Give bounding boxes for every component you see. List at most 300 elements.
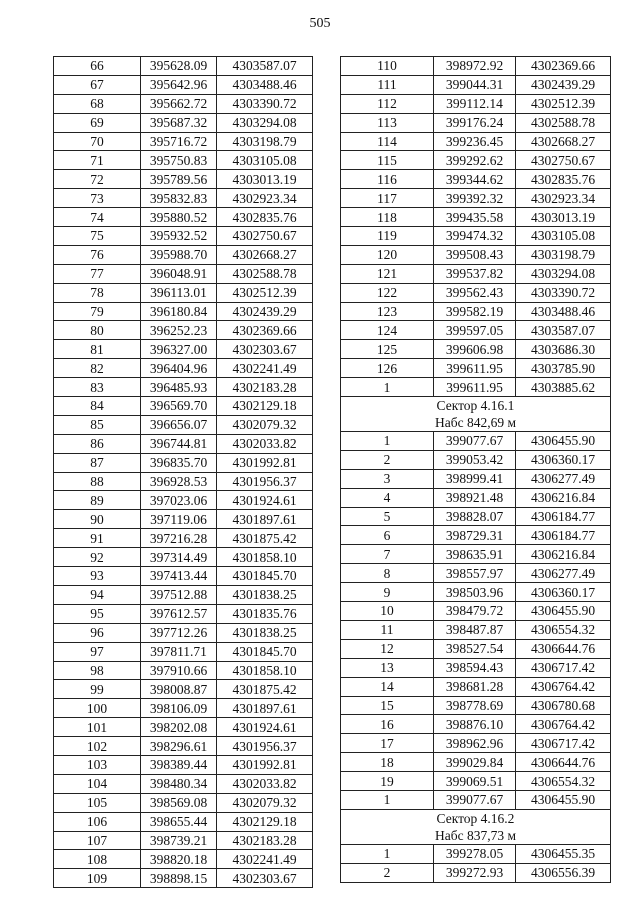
sector-header-row	[341, 809, 611, 844]
x-coordinate-cell: 396928.53	[141, 472, 217, 491]
point-number-cell: 67	[54, 75, 141, 94]
x-coordinate-cell: 399069.51	[434, 772, 516, 791]
table-row	[54, 642, 313, 661]
table-row	[54, 585, 313, 604]
point-number-cell: 11	[341, 620, 434, 639]
y-coordinate-cell: 4306455.90	[516, 602, 611, 621]
point-number-cell: 107	[54, 831, 141, 850]
y-coordinate-cell: 4301924.61	[217, 491, 313, 510]
x-coordinate-cell: 399435.58	[434, 208, 516, 227]
point-number-cell: 109	[54, 869, 141, 888]
table-row	[54, 359, 313, 378]
sector-title: Сектор 4.16.1	[436, 398, 515, 414]
y-coordinate-cell: 4302588.78	[516, 113, 611, 132]
x-coordinate-cell: 399278.05	[434, 844, 516, 863]
table-row	[54, 774, 313, 793]
x-coordinate-cell: 399077.67	[434, 790, 516, 809]
point-number-cell: 7	[341, 545, 434, 564]
point-number-cell: 96	[54, 623, 141, 642]
y-coordinate-cell: 4301956.37	[217, 472, 313, 491]
x-coordinate-cell: 395832.83	[141, 189, 217, 208]
point-number-cell: 122	[341, 283, 434, 302]
x-coordinate-cell: 399292.62	[434, 151, 516, 170]
y-coordinate-cell: 4303013.19	[217, 170, 313, 189]
x-coordinate-cell: 395662.72	[141, 94, 217, 113]
x-coordinate-cell: 397413.44	[141, 567, 217, 586]
x-coordinate-cell: 398480.34	[141, 774, 217, 793]
point-number-cell: 105	[54, 793, 141, 812]
table-row	[341, 378, 611, 397]
x-coordinate-cell: 399077.67	[434, 432, 516, 451]
point-number-cell: 99	[54, 680, 141, 699]
point-number-cell: 111	[341, 75, 434, 94]
point-number-cell: 91	[54, 529, 141, 548]
y-coordinate-cell: 4302835.76	[217, 208, 313, 227]
point-number-cell: 98	[54, 661, 141, 680]
y-coordinate-cell: 4303488.46	[217, 75, 313, 94]
y-coordinate-cell: 4306360.17	[516, 583, 611, 602]
x-coordinate-cell: 395789.56	[141, 170, 217, 189]
table-row	[54, 529, 313, 548]
x-coordinate-cell: 398106.09	[141, 699, 217, 718]
table-row	[54, 170, 313, 189]
sector-height: Набс 837,73 м	[434, 827, 517, 843]
x-coordinate-cell: 398729.31	[434, 526, 516, 545]
point-number-cell: 90	[54, 510, 141, 529]
y-coordinate-cell: 4302129.18	[217, 812, 313, 831]
point-number-cell: 116	[341, 170, 434, 189]
y-coordinate-cell: 4306556.39	[516, 863, 611, 882]
y-coordinate-cell: 4301956.37	[217, 737, 313, 756]
table-row	[341, 75, 611, 94]
table-row	[341, 677, 611, 696]
point-number-cell: 86	[54, 434, 141, 453]
point-number-cell: 87	[54, 453, 141, 472]
y-coordinate-cell: 4302241.49	[217, 359, 313, 378]
point-number-cell: 106	[54, 812, 141, 831]
table-row	[54, 397, 313, 416]
x-coordinate-cell: 398389.44	[141, 755, 217, 774]
x-coordinate-cell: 398828.07	[434, 507, 516, 526]
point-number-cell: 76	[54, 245, 141, 264]
x-coordinate-cell: 396656.07	[141, 415, 217, 434]
table-row	[54, 75, 313, 94]
point-number-cell: 1	[341, 844, 434, 863]
y-coordinate-cell: 4301858.10	[217, 661, 313, 680]
x-coordinate-cell: 398972.92	[434, 57, 516, 76]
point-number-cell: 9	[341, 583, 434, 602]
x-coordinate-cell: 396569.70	[141, 397, 217, 416]
y-coordinate-cell: 4302033.82	[217, 774, 313, 793]
point-number-cell: 1	[341, 432, 434, 451]
coordinates-table-right	[340, 56, 611, 883]
x-coordinate-cell: 396485.93	[141, 378, 217, 397]
point-number-cell: 100	[54, 699, 141, 718]
table-row	[341, 132, 611, 151]
point-number-cell: 114	[341, 132, 434, 151]
y-coordinate-cell: 4302512.39	[217, 283, 313, 302]
point-number-cell: 83	[54, 378, 141, 397]
y-coordinate-cell: 4306184.77	[516, 507, 611, 526]
x-coordinate-cell: 398202.08	[141, 718, 217, 737]
table-row	[341, 772, 611, 791]
x-coordinate-cell: 396048.91	[141, 264, 217, 283]
point-number-cell: 8	[341, 564, 434, 583]
y-coordinate-cell: 4306277.49	[516, 469, 611, 488]
y-coordinate-cell: 4301897.61	[217, 699, 313, 718]
y-coordinate-cell: 4301845.70	[217, 642, 313, 661]
y-coordinate-cell: 4301924.61	[217, 718, 313, 737]
y-coordinate-cell: 4306277.49	[516, 564, 611, 583]
x-coordinate-cell: 396180.84	[141, 302, 217, 321]
y-coordinate-cell: 4306455.90	[516, 432, 611, 451]
table-row	[54, 472, 313, 491]
table-row	[341, 583, 611, 602]
table-row	[54, 510, 313, 529]
x-coordinate-cell: 397119.06	[141, 510, 217, 529]
y-coordinate-cell: 4301858.10	[217, 548, 313, 567]
y-coordinate-cell: 4306455.90	[516, 790, 611, 809]
point-number-cell: 13	[341, 658, 434, 677]
table-row	[54, 340, 313, 359]
point-number-cell: 85	[54, 415, 141, 434]
y-coordinate-cell: 4302835.76	[516, 170, 611, 189]
x-coordinate-cell: 399606.98	[434, 340, 516, 359]
point-number-cell: 19	[341, 772, 434, 791]
point-number-cell: 4	[341, 488, 434, 507]
point-number-cell: 79	[54, 302, 141, 321]
x-coordinate-cell: 395932.52	[141, 227, 217, 246]
y-coordinate-cell: 4302923.34	[516, 189, 611, 208]
y-coordinate-cell: 4302923.34	[217, 189, 313, 208]
y-coordinate-cell: 4302033.82	[217, 434, 313, 453]
x-coordinate-cell: 398876.10	[434, 715, 516, 734]
point-number-cell: 94	[54, 585, 141, 604]
page-number: 505	[309, 16, 331, 31]
point-number-cell: 88	[54, 472, 141, 491]
y-coordinate-cell: 4302129.18	[217, 397, 313, 416]
y-coordinate-cell: 4301845.70	[217, 567, 313, 586]
y-coordinate-cell: 4306216.84	[516, 488, 611, 507]
point-number-cell: 124	[341, 321, 434, 340]
table-row	[341, 545, 611, 564]
table-row	[54, 434, 313, 453]
table-row	[341, 602, 611, 621]
table-row	[54, 680, 313, 699]
x-coordinate-cell: 398999.41	[434, 469, 516, 488]
x-coordinate-cell: 398479.72	[434, 602, 516, 621]
x-coordinate-cell: 398527.54	[434, 639, 516, 658]
table-row	[54, 151, 313, 170]
point-number-cell: 115	[341, 151, 434, 170]
y-coordinate-cell: 4302303.67	[217, 869, 313, 888]
x-coordinate-cell: 399474.32	[434, 227, 516, 246]
y-coordinate-cell: 4302750.67	[217, 227, 313, 246]
table-row	[54, 227, 313, 246]
table-row	[341, 790, 611, 809]
table-row	[54, 245, 313, 264]
table-row	[341, 715, 611, 734]
table-row	[54, 264, 313, 283]
x-coordinate-cell: 398594.43	[434, 658, 516, 677]
x-coordinate-cell: 398655.44	[141, 812, 217, 831]
point-number-cell: 6	[341, 526, 434, 545]
point-number-cell: 74	[54, 208, 141, 227]
x-coordinate-cell: 398898.15	[141, 869, 217, 888]
table-row	[341, 469, 611, 488]
sector-title: Сектор 4.16.2	[436, 810, 515, 826]
y-coordinate-cell: 4306764.42	[516, 715, 611, 734]
table-row	[54, 869, 313, 888]
y-coordinate-cell: 4303198.79	[217, 132, 313, 151]
point-number-cell: 14	[341, 677, 434, 696]
table-row	[341, 639, 611, 658]
x-coordinate-cell: 397910.66	[141, 661, 217, 680]
table-row	[341, 696, 611, 715]
table-row	[54, 793, 313, 812]
y-coordinate-cell: 4303390.72	[516, 283, 611, 302]
point-number-cell: 70	[54, 132, 141, 151]
point-number-cell: 92	[54, 548, 141, 567]
point-number-cell: 10	[341, 602, 434, 621]
point-number-cell: 125	[341, 340, 434, 359]
point-number-cell: 103	[54, 755, 141, 774]
point-number-cell: 1	[341, 378, 434, 397]
y-coordinate-cell: 4306455.35	[516, 844, 611, 863]
point-number-cell: 121	[341, 264, 434, 283]
y-coordinate-cell: 4306216.84	[516, 545, 611, 564]
y-coordinate-cell: 4301897.61	[217, 510, 313, 529]
y-coordinate-cell: 4306717.42	[516, 734, 611, 753]
point-number-cell: 75	[54, 227, 141, 246]
y-coordinate-cell: 4301838.25	[217, 623, 313, 642]
point-number-cell: 5	[341, 507, 434, 526]
point-number-cell: 89	[54, 491, 141, 510]
y-coordinate-cell: 4303013.19	[516, 208, 611, 227]
table-row	[341, 620, 611, 639]
x-coordinate-cell: 398681.28	[434, 677, 516, 696]
table-row	[54, 283, 313, 302]
y-coordinate-cell: 4302750.67	[516, 151, 611, 170]
table-row	[54, 57, 313, 76]
y-coordinate-cell: 4303785.90	[516, 359, 611, 378]
table-row	[54, 604, 313, 623]
y-coordinate-cell: 4301992.81	[217, 453, 313, 472]
table-row	[341, 359, 611, 378]
table-row	[341, 302, 611, 321]
point-number-cell: 69	[54, 113, 141, 132]
table-row	[54, 208, 313, 227]
table-row	[54, 661, 313, 680]
x-coordinate-cell: 399582.19	[434, 302, 516, 321]
table-row	[54, 453, 313, 472]
table-row	[54, 132, 313, 151]
point-number-cell: 2	[341, 450, 434, 469]
table-row	[54, 491, 313, 510]
point-number-cell: 1	[341, 790, 434, 809]
table-row	[54, 755, 313, 774]
table-row	[341, 227, 611, 246]
table-row	[54, 302, 313, 321]
x-coordinate-cell: 399611.95	[434, 378, 516, 397]
point-number-cell: 66	[54, 57, 141, 76]
table-row	[54, 699, 313, 718]
x-coordinate-cell: 395628.09	[141, 57, 217, 76]
point-number-cell: 101	[54, 718, 141, 737]
x-coordinate-cell: 398487.87	[434, 620, 516, 639]
table-row	[54, 189, 313, 208]
y-coordinate-cell: 4302668.27	[217, 245, 313, 264]
y-coordinate-cell: 4306554.32	[516, 772, 611, 791]
point-number-cell: 126	[341, 359, 434, 378]
y-coordinate-cell: 4302588.78	[217, 264, 313, 283]
point-number-cell: 3	[341, 469, 434, 488]
table-row	[341, 564, 611, 583]
x-coordinate-cell: 397512.88	[141, 585, 217, 604]
table-row	[341, 283, 611, 302]
x-coordinate-cell: 397023.06	[141, 491, 217, 510]
point-number-cell: 80	[54, 321, 141, 340]
x-coordinate-cell: 399176.24	[434, 113, 516, 132]
point-number-cell: 108	[54, 850, 141, 869]
point-number-cell: 68	[54, 94, 141, 113]
y-coordinate-cell: 4302369.66	[217, 321, 313, 340]
y-coordinate-cell: 4302668.27	[516, 132, 611, 151]
point-number-cell: 112	[341, 94, 434, 113]
y-coordinate-cell: 4306644.76	[516, 753, 611, 772]
y-coordinate-cell: 4303294.08	[516, 264, 611, 283]
y-coordinate-cell: 4303105.08	[217, 151, 313, 170]
table-row	[341, 94, 611, 113]
point-number-cell: 82	[54, 359, 141, 378]
y-coordinate-cell: 4301875.42	[217, 529, 313, 548]
table-row	[54, 623, 313, 642]
sector-height: Набс 842,69 м	[434, 415, 517, 431]
point-number-cell: 2	[341, 863, 434, 882]
table-row	[341, 57, 611, 76]
x-coordinate-cell: 398820.18	[141, 850, 217, 869]
point-number-cell: 84	[54, 397, 141, 416]
x-coordinate-cell: 399392.32	[434, 189, 516, 208]
table-row	[341, 151, 611, 170]
y-coordinate-cell: 4303686.30	[516, 340, 611, 359]
point-number-cell: 110	[341, 57, 434, 76]
point-number-cell: 81	[54, 340, 141, 359]
y-coordinate-cell: 4306644.76	[516, 639, 611, 658]
x-coordinate-cell: 398778.69	[434, 696, 516, 715]
x-coordinate-cell: 398503.96	[434, 583, 516, 602]
table-row	[341, 321, 611, 340]
x-coordinate-cell: 399597.05	[434, 321, 516, 340]
x-coordinate-cell: 396113.01	[141, 283, 217, 302]
y-coordinate-cell: 4303587.07	[217, 57, 313, 76]
x-coordinate-cell: 398962.96	[434, 734, 516, 753]
y-coordinate-cell: 4306360.17	[516, 450, 611, 469]
y-coordinate-cell: 4302369.66	[516, 57, 611, 76]
x-coordinate-cell: 397612.57	[141, 604, 217, 623]
x-coordinate-cell: 398739.21	[141, 831, 217, 850]
x-coordinate-cell: 398921.48	[434, 488, 516, 507]
y-coordinate-cell: 4302079.32	[217, 793, 313, 812]
point-number-cell: 104	[54, 774, 141, 793]
x-coordinate-cell: 397216.28	[141, 529, 217, 548]
x-coordinate-cell: 399344.62	[434, 170, 516, 189]
x-coordinate-cell: 395988.70	[141, 245, 217, 264]
table-row	[341, 507, 611, 526]
y-coordinate-cell: 4306184.77	[516, 526, 611, 545]
x-coordinate-cell: 396252.23	[141, 321, 217, 340]
table-row	[54, 94, 313, 113]
x-coordinate-cell: 397811.71	[141, 642, 217, 661]
point-number-cell: 93	[54, 567, 141, 586]
table-row	[54, 812, 313, 831]
point-number-cell: 15	[341, 696, 434, 715]
table-row	[54, 548, 313, 567]
x-coordinate-cell: 399272.93	[434, 863, 516, 882]
y-coordinate-cell: 4302439.29	[217, 302, 313, 321]
y-coordinate-cell: 4301992.81	[217, 755, 313, 774]
table-row	[341, 113, 611, 132]
table-row	[54, 415, 313, 434]
y-coordinate-cell: 4301835.76	[217, 604, 313, 623]
y-coordinate-cell: 4306717.42	[516, 658, 611, 677]
point-number-cell: 119	[341, 227, 434, 246]
x-coordinate-cell: 396327.00	[141, 340, 217, 359]
point-number-cell: 97	[54, 642, 141, 661]
y-coordinate-cell: 4306554.32	[516, 620, 611, 639]
x-coordinate-cell: 399611.95	[434, 359, 516, 378]
table-row	[54, 378, 313, 397]
table-row	[341, 844, 611, 863]
table-row	[341, 432, 611, 451]
x-coordinate-cell: 395880.52	[141, 208, 217, 227]
table-row	[341, 488, 611, 507]
table-row	[341, 264, 611, 283]
x-coordinate-cell: 397314.49	[141, 548, 217, 567]
table-row	[341, 526, 611, 545]
y-coordinate-cell: 4302512.39	[516, 94, 611, 113]
y-coordinate-cell: 4301875.42	[217, 680, 313, 699]
point-number-cell: 12	[341, 639, 434, 658]
point-number-cell: 77	[54, 264, 141, 283]
point-number-cell: 95	[54, 604, 141, 623]
point-number-cell: 72	[54, 170, 141, 189]
x-coordinate-cell: 399236.45	[434, 132, 516, 151]
point-number-cell: 118	[341, 208, 434, 227]
sector-header	[341, 809, 611, 844]
point-number-cell: 71	[54, 151, 141, 170]
table-row	[341, 450, 611, 469]
x-coordinate-cell: 398557.97	[434, 564, 516, 583]
x-coordinate-cell: 396744.81	[141, 434, 217, 453]
x-coordinate-cell: 398296.61	[141, 737, 217, 756]
point-number-cell: 78	[54, 283, 141, 302]
table-row	[54, 737, 313, 756]
y-coordinate-cell: 4303587.07	[516, 321, 611, 340]
x-coordinate-cell: 399112.14	[434, 94, 516, 113]
x-coordinate-cell: 395642.96	[141, 75, 217, 94]
point-number-cell: 113	[341, 113, 434, 132]
point-number-cell: 17	[341, 734, 434, 753]
table-row	[54, 850, 313, 869]
table-row	[341, 208, 611, 227]
table-row	[341, 734, 611, 753]
y-coordinate-cell: 4303294.08	[217, 113, 313, 132]
y-coordinate-cell: 4303198.79	[516, 245, 611, 264]
table-row	[341, 170, 611, 189]
x-coordinate-cell: 395716.72	[141, 132, 217, 151]
point-number-cell: 117	[341, 189, 434, 208]
